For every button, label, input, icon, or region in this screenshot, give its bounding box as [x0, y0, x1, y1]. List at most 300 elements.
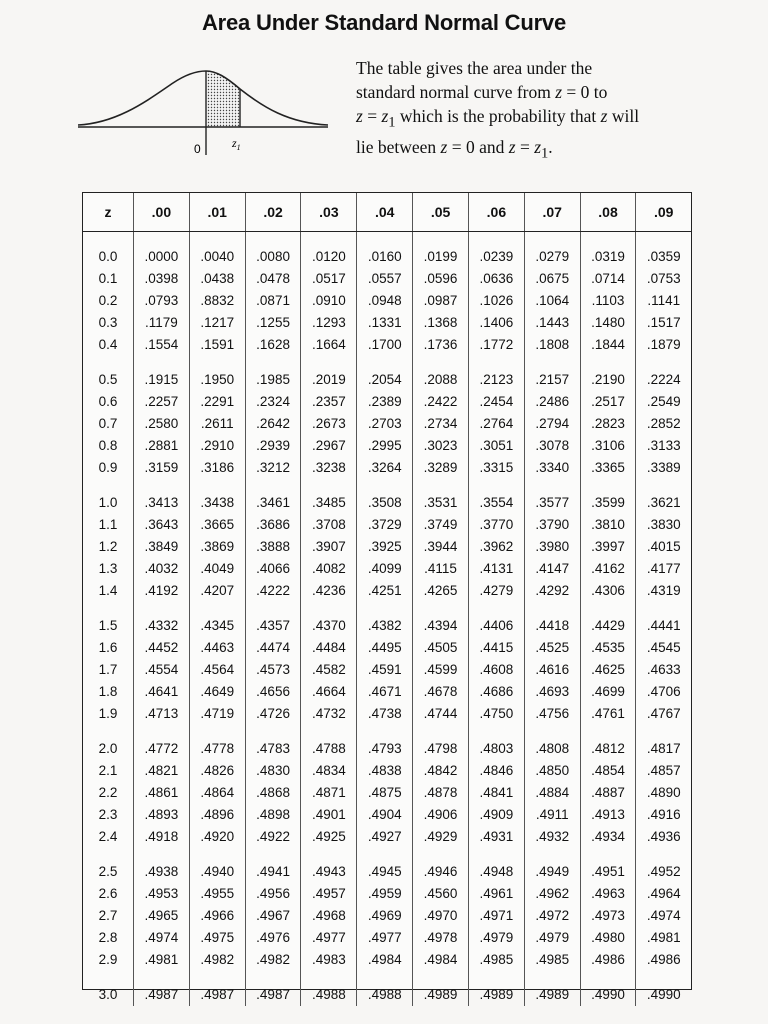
- spacer-cell: [357, 601, 413, 615]
- area-cell: .3461: [245, 492, 301, 514]
- header-col: .01: [189, 193, 245, 232]
- area-cell: .2673: [301, 413, 357, 435]
- area-cell: .4911: [524, 803, 580, 825]
- area-cell: .4981: [636, 926, 691, 948]
- area-cell: .2224: [636, 369, 691, 391]
- table-row: [83, 883, 691, 905]
- area-cell: .4834: [301, 760, 357, 782]
- table-row: [83, 861, 691, 883]
- z-value-cell: 2.6: [98, 886, 118, 902]
- z-value-cell: 1.4: [98, 582, 118, 598]
- table-row: [83, 456, 691, 478]
- area-cell: .4989: [468, 984, 524, 1006]
- area-cell: .3980: [524, 536, 580, 558]
- area-cell: .1103: [580, 290, 636, 312]
- area-cell: .3051: [468, 434, 524, 456]
- area-cell: .0160: [357, 246, 413, 268]
- area-cell: .0040: [189, 246, 245, 268]
- top-spacer: [83, 232, 691, 247]
- area-cell: .3365: [580, 456, 636, 478]
- area-cell: .2123: [468, 369, 524, 391]
- spacer-cell: [301, 724, 357, 738]
- area-cell: .4925: [301, 825, 357, 847]
- spacer-cell: [245, 601, 301, 615]
- area-cell: .4719: [189, 702, 245, 724]
- area-cell: .4986: [636, 948, 691, 970]
- area-cell: .0478: [245, 268, 301, 290]
- area-cell: .4938: [134, 861, 190, 883]
- table-row: [83, 615, 691, 637]
- area-cell: .4591: [357, 659, 413, 681]
- spacer-cell: [357, 355, 413, 369]
- spacer-cell: [524, 232, 580, 247]
- area-cell: .4803: [468, 738, 524, 760]
- spacer-cell: [357, 970, 413, 984]
- area-cell: .4641: [134, 680, 190, 702]
- table-row: [83, 984, 691, 1006]
- area-cell: .4990: [580, 984, 636, 1006]
- area-cell: .4989: [413, 984, 469, 1006]
- area-cell: .0080: [245, 246, 301, 268]
- area-cell: .3485: [301, 492, 357, 514]
- spacer-cell: [245, 478, 301, 492]
- area-cell: .4988: [357, 984, 413, 1006]
- area-cell: .1985: [245, 369, 301, 391]
- area-cell: .4971: [468, 905, 524, 927]
- area-cell: .3264: [357, 456, 413, 478]
- group-spacer: [83, 601, 691, 615]
- area-cell: .4788: [301, 738, 357, 760]
- area-cell: .4625: [580, 659, 636, 681]
- area-cell: .4878: [413, 782, 469, 804]
- spacer-cell: [301, 970, 357, 984]
- spacer-cell: [413, 232, 469, 247]
- z-value-cell: 1.7: [98, 661, 118, 677]
- area-cell: .3749: [413, 514, 469, 536]
- table-row: [83, 536, 691, 558]
- spacer-cell: [524, 601, 580, 615]
- area-cell: .4962: [524, 883, 580, 905]
- z-value-cell: 2.9: [98, 951, 118, 967]
- area-cell: .1915: [134, 369, 190, 391]
- table-row: [83, 803, 691, 825]
- table-row: [83, 557, 691, 579]
- area-cell: .4989: [524, 984, 580, 1006]
- area-cell: .2389: [357, 391, 413, 413]
- area-cell: .4066: [245, 557, 301, 579]
- spacer-cell: [357, 478, 413, 492]
- area-cell: .4049: [189, 557, 245, 579]
- area-cell: .0871: [245, 290, 301, 312]
- table-row: [83, 702, 691, 724]
- area-cell: .0000: [134, 246, 190, 268]
- area-cell: .4236: [301, 579, 357, 601]
- area-cell: .4973: [580, 905, 636, 927]
- area-cell: .4968: [301, 905, 357, 927]
- area-cell: .3849: [134, 536, 190, 558]
- spacer-cell: [301, 478, 357, 492]
- spacer-cell: [580, 232, 636, 247]
- area-cell: .4222: [245, 579, 301, 601]
- spacer-cell: [524, 847, 580, 861]
- spacer-cell: [134, 355, 190, 369]
- area-cell: .4554: [134, 659, 190, 681]
- area-cell: .2852: [636, 413, 691, 435]
- header-col: .04: [357, 193, 413, 232]
- area-cell: .1844: [580, 333, 636, 355]
- area-cell: .4699: [580, 680, 636, 702]
- area-cell: .1591: [189, 333, 245, 355]
- area-cell: .4599: [413, 659, 469, 681]
- area-cell: .4913: [580, 803, 636, 825]
- spacer-cell: [413, 355, 469, 369]
- spacer-cell: [524, 478, 580, 492]
- area-cell: .4744: [413, 702, 469, 724]
- spacer-cell: [189, 724, 245, 738]
- area-cell: .3289: [413, 456, 469, 478]
- spacer-cell: [636, 478, 691, 492]
- spacer-cell: [189, 847, 245, 861]
- area-cell: .1368: [413, 311, 469, 333]
- area-cell: .4955: [189, 883, 245, 905]
- area-cell: .4977: [301, 926, 357, 948]
- area-cell: .4956: [245, 883, 301, 905]
- spacer-cell: [636, 355, 691, 369]
- area-cell: .4265: [413, 579, 469, 601]
- area-cell: .4793: [357, 738, 413, 760]
- table-body: [83, 232, 691, 1006]
- area-cell: .4812: [580, 738, 636, 760]
- area-cell: .3888: [245, 536, 301, 558]
- area-cell: .4984: [413, 948, 469, 970]
- spacer-cell: [468, 601, 524, 615]
- area-cell: .1517: [636, 311, 691, 333]
- area-cell: .2642: [245, 413, 301, 435]
- area-cell: .3997: [580, 536, 636, 558]
- area-cell: .3621: [636, 492, 691, 514]
- z-value-cell: 0.0: [98, 249, 118, 265]
- area-cell: .4015: [636, 536, 691, 558]
- area-cell: .4871: [301, 782, 357, 804]
- area-cell: .4974: [134, 926, 190, 948]
- spacer-cell: [413, 970, 469, 984]
- area-cell: .2881: [134, 434, 190, 456]
- area-cell: .3599: [580, 492, 636, 514]
- spacer-cell: [134, 232, 190, 247]
- area-cell: .1664: [301, 333, 357, 355]
- z-value-cell: 1.6: [98, 640, 118, 656]
- spacer-cell: [83, 232, 134, 247]
- z-value-cell: 2.4: [98, 828, 118, 844]
- area-cell: .4864: [189, 782, 245, 804]
- area-cell: .2324: [245, 391, 301, 413]
- area-cell: .4961: [468, 883, 524, 905]
- area-cell: .2517: [580, 391, 636, 413]
- area-cell: .4979: [468, 926, 524, 948]
- area-cell: .1772: [468, 333, 524, 355]
- area-cell: .4946: [413, 861, 469, 883]
- table-row: [83, 514, 691, 536]
- area-cell: .4990: [636, 984, 691, 1006]
- area-cell: .4798: [413, 738, 469, 760]
- area-cell: .4868: [245, 782, 301, 804]
- table-row: [83, 637, 691, 659]
- area-cell: .4984: [357, 948, 413, 970]
- area-cell: .4664: [301, 680, 357, 702]
- area-cell: .1331: [357, 311, 413, 333]
- area-cell: .4969: [357, 905, 413, 927]
- spacer-cell: [580, 478, 636, 492]
- area-cell: .4192: [134, 579, 190, 601]
- area-cell: .3686: [245, 514, 301, 536]
- area-cell: .4115: [413, 557, 469, 579]
- spacer-cell: [83, 355, 134, 369]
- area-cell: .0596: [413, 268, 469, 290]
- area-cell: .4357: [245, 615, 301, 637]
- area-cell: .0793: [134, 290, 190, 312]
- area-cell: .4394: [413, 615, 469, 637]
- area-cell: .3186: [189, 456, 245, 478]
- area-cell: .4884: [524, 782, 580, 804]
- area-cell: .3665: [189, 514, 245, 536]
- table-row: [83, 290, 691, 312]
- area-cell: .4934: [580, 825, 636, 847]
- area-cell: .4932: [524, 825, 580, 847]
- table-row: [83, 738, 691, 760]
- area-cell: .4842: [413, 760, 469, 782]
- area-cell: .4706: [636, 680, 691, 702]
- area-cell: .4979: [524, 926, 580, 948]
- area-cell: .3078: [524, 434, 580, 456]
- spacer-cell: [189, 970, 245, 984]
- table-row: [83, 825, 691, 847]
- header-col: .09: [636, 193, 691, 232]
- area-cell: .4857: [636, 760, 691, 782]
- table-row: [83, 760, 691, 782]
- area-cell: .4732: [301, 702, 357, 724]
- area-cell: .1141: [636, 290, 691, 312]
- spacer-cell: [413, 478, 469, 492]
- area-cell: .4909: [468, 803, 524, 825]
- label-zero: 0: [194, 142, 201, 155]
- spacer-cell: [413, 847, 469, 861]
- area-cell: .4382: [357, 615, 413, 637]
- spacer-cell: [189, 355, 245, 369]
- area-cell: .8832: [189, 290, 245, 312]
- area-cell: .2823: [580, 413, 636, 435]
- table-row: [83, 369, 691, 391]
- area-cell: .3438: [189, 492, 245, 514]
- spacer-cell: [636, 970, 691, 984]
- header-col: .03: [301, 193, 357, 232]
- area-cell: .4808: [524, 738, 580, 760]
- spacer-cell: [357, 232, 413, 247]
- area-cell: .2580: [134, 413, 190, 435]
- header-col: .07: [524, 193, 580, 232]
- area-cell: .2995: [357, 434, 413, 456]
- table-row: [83, 782, 691, 804]
- area-cell: .2549: [636, 391, 691, 413]
- spacer-cell: [580, 847, 636, 861]
- area-cell: .4505: [413, 637, 469, 659]
- area-cell: .4830: [245, 760, 301, 782]
- area-cell: .1879: [636, 333, 691, 355]
- area-cell: .3133: [636, 434, 691, 456]
- area-cell: .2764: [468, 413, 524, 435]
- spacer-cell: [301, 232, 357, 247]
- area-cell: .1443: [524, 311, 580, 333]
- z-value-cell: 1.5: [98, 618, 118, 634]
- area-cell: .4474: [245, 637, 301, 659]
- spacer-cell: [636, 847, 691, 861]
- z-value-cell: 0.6: [98, 394, 118, 410]
- area-cell: .4983: [301, 948, 357, 970]
- area-cell: .4951: [580, 861, 636, 883]
- z-value-cell: 0.8: [98, 437, 118, 453]
- spacer-cell: [83, 724, 134, 738]
- spacer-cell: [301, 355, 357, 369]
- area-cell: .4131: [468, 557, 524, 579]
- area-cell: .4850: [524, 760, 580, 782]
- spacer-cell: [245, 232, 301, 247]
- table-row: [83, 268, 691, 290]
- z-value-cell: 1.2: [98, 538, 118, 554]
- z-value-cell: 0.5: [98, 372, 118, 388]
- spacer-cell: [134, 847, 190, 861]
- area-cell: .2939: [245, 434, 301, 456]
- spacer-cell: [83, 478, 134, 492]
- z-value-cell: 0.1: [98, 271, 118, 287]
- area-cell: .4783: [245, 738, 301, 760]
- area-cell: .4032: [134, 557, 190, 579]
- area-cell: .4099: [357, 557, 413, 579]
- spacer-cell: [468, 478, 524, 492]
- area-cell: .4906: [413, 803, 469, 825]
- group-spacer: [83, 970, 691, 984]
- area-cell: .4738: [357, 702, 413, 724]
- area-cell: .4772: [134, 738, 190, 760]
- spacer-cell: [357, 724, 413, 738]
- spacer-cell: [189, 232, 245, 247]
- description-line-2: standard normal curve from z = 0 to: [356, 82, 608, 102]
- area-cell: .4841: [468, 782, 524, 804]
- area-cell: .1554: [134, 333, 190, 355]
- area-cell: .4649: [189, 680, 245, 702]
- area-cell: .4978: [413, 926, 469, 948]
- table-row: [83, 680, 691, 702]
- area-cell: .4838: [357, 760, 413, 782]
- area-cell: .2454: [468, 391, 524, 413]
- spacer-cell: [83, 970, 134, 984]
- area-cell: .2486: [524, 391, 580, 413]
- spacer-cell: [580, 724, 636, 738]
- area-cell: .1217: [189, 311, 245, 333]
- area-cell: .0120: [301, 246, 357, 268]
- z-value-cell: 1.0: [98, 495, 118, 511]
- z-value-cell: 2.3: [98, 806, 118, 822]
- area-cell: .4916: [636, 803, 691, 825]
- area-cell: .4560: [413, 883, 469, 905]
- area-cell: .4686: [468, 680, 524, 702]
- area-cell: .0948: [357, 290, 413, 312]
- area-cell: .4985: [468, 948, 524, 970]
- area-cell: .4893: [134, 803, 190, 825]
- table-header-row: [83, 193, 691, 232]
- bell-curve: [78, 71, 328, 125]
- area-cell: .4948: [468, 861, 524, 883]
- z-value-cell: 2.2: [98, 784, 118, 800]
- area-cell: .3790: [524, 514, 580, 536]
- area-cell: .4898: [245, 803, 301, 825]
- area-cell: .3925: [357, 536, 413, 558]
- area-cell: .4608: [468, 659, 524, 681]
- area-cell: .2422: [413, 391, 469, 413]
- area-cell: .4756: [524, 702, 580, 724]
- spacer-cell: [301, 847, 357, 861]
- area-cell: .4977: [357, 926, 413, 948]
- area-cell: .4987: [134, 984, 190, 1006]
- area-cell: .4890: [636, 782, 691, 804]
- area-cell: .1064: [524, 290, 580, 312]
- area-cell: .4896: [189, 803, 245, 825]
- area-cell: .4929: [413, 825, 469, 847]
- spacer-cell: [413, 601, 469, 615]
- area-cell: .1950: [189, 369, 245, 391]
- area-cell: .4656: [245, 680, 301, 702]
- z-value-cell: 1.1: [98, 517, 118, 533]
- area-cell: .4927: [357, 825, 413, 847]
- description-line-3: $z = z_1$ which is the probability that z will: [356, 106, 640, 131]
- area-cell: .4949: [524, 861, 580, 883]
- area-cell: .4988: [301, 984, 357, 1006]
- area-cell: .4817: [636, 738, 691, 760]
- spacer-cell: [468, 232, 524, 247]
- area-cell: .4972: [524, 905, 580, 927]
- area-cell: .4415: [468, 637, 524, 659]
- area-cell: .3315: [468, 456, 524, 478]
- z-value-cell: 2.1: [98, 763, 118, 779]
- spacer-cell: [468, 847, 524, 861]
- z-table: [83, 193, 691, 1006]
- spacer-cell: [580, 970, 636, 984]
- area-cell: .4875: [357, 782, 413, 804]
- area-cell: .4920: [189, 825, 245, 847]
- area-cell: .3869: [189, 536, 245, 558]
- spacer-cell: [134, 478, 190, 492]
- area-cell: .4778: [189, 738, 245, 760]
- spacer-cell: [580, 355, 636, 369]
- table-row: [83, 579, 691, 601]
- area-cell: .4987: [245, 984, 301, 1006]
- area-cell: .4854: [580, 760, 636, 782]
- table-row: [83, 659, 691, 681]
- area-cell: .4986: [580, 948, 636, 970]
- spacer-cell: [83, 847, 134, 861]
- spacer-cell: [245, 970, 301, 984]
- area-cell: .4846: [468, 760, 524, 782]
- spacer-cell: [524, 970, 580, 984]
- spacer-cell: [636, 232, 691, 247]
- area-cell: .3554: [468, 492, 524, 514]
- area-cell: .1808: [524, 333, 580, 355]
- area-cell: .4975: [189, 926, 245, 948]
- table-row: [83, 391, 691, 413]
- area-cell: .2734: [413, 413, 469, 435]
- z-value-cell: 0.4: [98, 336, 118, 352]
- area-cell: .4441: [636, 615, 691, 637]
- spacer-cell: [134, 601, 190, 615]
- header-z: z: [83, 193, 134, 232]
